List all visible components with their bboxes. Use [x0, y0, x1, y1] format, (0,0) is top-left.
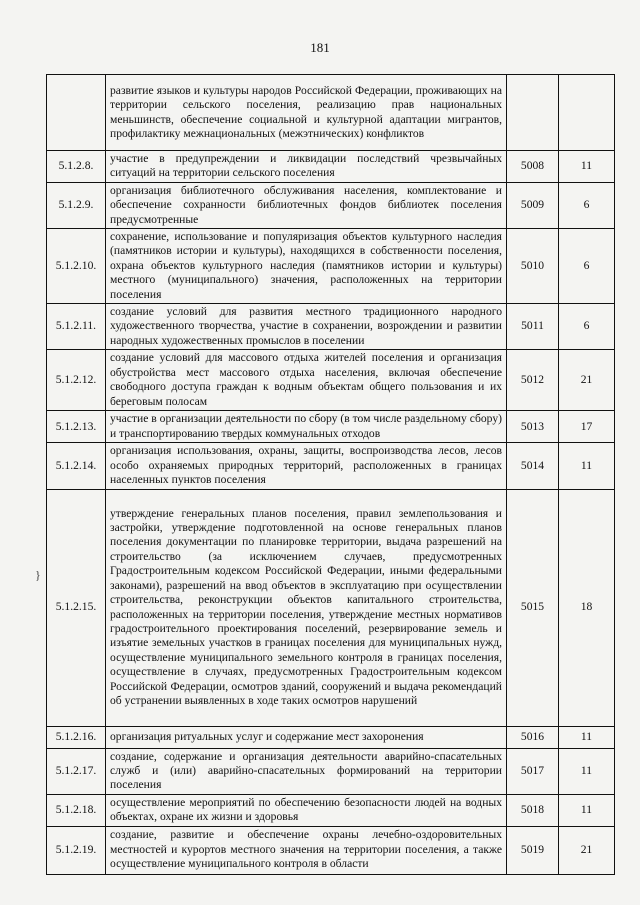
- row-description: развитие языков и культуры народов Российской Федерации, проживающих на территории сельского поселения, реализацию прав национальных меньшинств, обеспечение социальной и культурной адаптации мигрантов, профилактику межнациональных (межэтнических) конфликтов: [106, 75, 507, 151]
- row-description: утверждение генеральных планов поселения, правил землепользования и застройки, утверждение подготовленной на основе генеральных планов поселения документации по планировке территории, выдача разрешений на строительство (за исключением случаев, предусмотренных Градостроительным кодексом Российской Федерации, иными федеральными законами), разрешений на ввод объектов в эксплуатацию при осуществлении строительства, реконструкции объектов капитального строительства, расположенных на территории поселения, утверждение местных нормативов градостроительного проектирования поселений, резервирование земель и изъятие земельных участков в границах поселения для муниципальных нужд, осуществление муниципального земельного контроля в границах поселения, осуществление в случаях, предусмотренных Градостроительным кодексом Российской Федерации, осмотров зданий, сооружений и выдача рекомендаций об устранении выявленных в ходе таких осмотров нарушений: [106, 489, 507, 726]
- row-code: 5008: [507, 151, 559, 183]
- table-row: [47, 229, 615, 304]
- row-value: 21: [559, 826, 615, 874]
- table-row: [47, 151, 615, 183]
- row-value: 11: [559, 726, 615, 748]
- row-value: 11: [559, 151, 615, 183]
- table-row: [47, 75, 615, 151]
- table-row: [47, 794, 615, 826]
- row-code: 5009: [507, 182, 559, 228]
- row-number: 5.1.2.15.: [47, 489, 106, 726]
- row-number: 5.1.2.17.: [47, 748, 106, 794]
- table-row: [47, 726, 615, 748]
- row-number: 5.1.2.19.: [47, 826, 106, 874]
- row-description: организация ритуальных услуг и содержание мест захоронения: [106, 726, 507, 748]
- table-row: [47, 182, 615, 228]
- row-number: 5.1.2.10.: [47, 229, 106, 304]
- row-code: 5016: [507, 726, 559, 748]
- row-value: 11: [559, 748, 615, 794]
- row-code: [507, 75, 559, 151]
- row-value: 6: [559, 304, 615, 350]
- row-value: 6: [559, 229, 615, 304]
- row-code: 5013: [507, 411, 559, 443]
- row-description: создание, содержание и организация деятельности аварийно-спасательных служб и (или) аварийно-спасательных формирований на территории поселения: [106, 748, 507, 794]
- row-value: 17: [559, 411, 615, 443]
- row-code: 5019: [507, 826, 559, 874]
- row-value: 18: [559, 489, 615, 726]
- row-description: сохранение, использование и популяризация объектов культурного наследия (памятников истории и культуры), находящихся в собственности поселения, охрана объектов культурного наследия (памятников истории и культуры) местного (муниципального) значения, расположенных на территории поселения: [106, 229, 507, 304]
- row-value: 6: [559, 182, 615, 228]
- row-description: создание условий для массового отдыха жителей поселения и организация обустройства мест массового отдыха населения, включая обеспечение свободного доступа граждан к водным объектам общего пользования и их береговым полосам: [106, 350, 507, 411]
- row-description: создание условий для развития местного традиционного народного художественного творчества, участие в сохранении, возрождении и развитии народных художественных промыслов в поселении: [106, 304, 507, 350]
- table-row: [47, 304, 615, 350]
- row-description: участие в организации деятельности по сбору (в том числе раздельному сбору) и транспортированию твердых коммунальных отходов: [106, 411, 507, 443]
- row-code: 5014: [507, 443, 559, 489]
- row-description: участие в предупреждении и ликвидации последствий чрезвычайных ситуаций на территории сельского поселения: [106, 151, 507, 183]
- row-number: 5.1.2.13.: [47, 411, 106, 443]
- row-code: 5017: [507, 748, 559, 794]
- page-number: 181: [310, 40, 330, 55]
- row-number: 5.1.2.16.: [47, 726, 106, 748]
- table-row: [47, 411, 615, 443]
- row-number: 5.1.2.14.: [47, 443, 106, 489]
- row-description: организация библиотечного обслуживания населения, комплектование и обеспечение сохранности библиотечных фондов библиотек поселения предусмотренные: [106, 182, 507, 228]
- table-row: [47, 489, 615, 726]
- row-number: [47, 75, 106, 151]
- row-number: 5.1.2.8.: [47, 151, 106, 183]
- table-row: [47, 748, 615, 794]
- row-value: 21: [559, 350, 615, 411]
- row-number: 5.1.2.9.: [47, 182, 106, 228]
- table-row: [47, 826, 615, 874]
- row-number: 5.1.2.12.: [47, 350, 106, 411]
- margin-mark: }: [35, 568, 41, 582]
- row-description: организация использования, охраны, защиты, воспроизводства лесов, лесов особо охраняемых природных территорий, расположенных в границах населенных пунктов поселения: [106, 443, 507, 489]
- row-value: 11: [559, 794, 615, 826]
- row-number: 5.1.2.18.: [47, 794, 106, 826]
- row-code: 5015: [507, 489, 559, 726]
- row-code: 5011: [507, 304, 559, 350]
- row-number: 5.1.2.11.: [47, 304, 106, 350]
- row-code: 5018: [507, 794, 559, 826]
- functions-table: [46, 74, 615, 875]
- row-code: 5010: [507, 229, 559, 304]
- row-value: 11: [559, 443, 615, 489]
- row-description: создание, развитие и обеспечение охраны лечебно-оздоровительных местностей и курортов местного значения на территории поселения, а также осуществление муниципального контроля в области: [106, 826, 507, 874]
- table-row: [47, 443, 615, 489]
- row-code: 5012: [507, 350, 559, 411]
- table-row: [47, 350, 615, 411]
- row-description: осуществление мероприятий по обеспечению безопасности людей на водных объектах, охране их жизни и здоровья: [106, 794, 507, 826]
- row-value: [559, 75, 615, 151]
